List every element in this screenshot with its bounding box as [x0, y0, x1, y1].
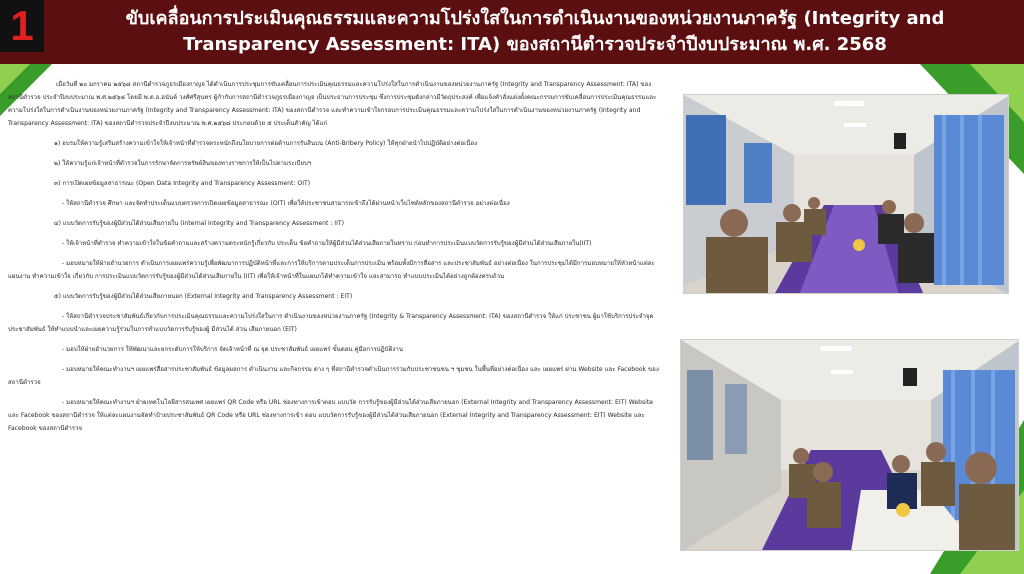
meeting-photo-top	[683, 94, 1009, 294]
list-item-5-sub-4: - มอบหมายให้คณะทำงานฯ ฝ่ายเทคโนโลยีสารสนเทศ เผยแพร่ QR Code หรือ URL ช่องทางการเข้าตอบ แบบวัด การรับรู้ของผู้มีส่วนได้ส่วนเสียภายนอก (External Integrity and Transparency Assessment: EIT) Website และ Facebook ของสถานีตำรวจ ให้แต่ละแผนงานจัดทำป้ายประชาสัมพันธ์ QR Code หรือ URL ช่องทางการเข้า ตอบ แบบวัดการรับรู้ของผู้มีส่วนได้ส่วนเสียภายนอก (External Integrity and Transparency Assessment: EIT) Website และ Facebook ของสถานีตำรวจ	[8, 399, 654, 432]
list-item-3-sub: - ให้สถานีตำรวจ ศึกษา และจัดทำประเด็นแบบตรวจการเปิดเผยข้อมูลสาธารณะ (OIT) เพื่อให้ประชาชนสามารถเข้าถึงได้ผ่านหน้าเว็บไซต์หลักของสถานีตำรวจ อย่างต่อเนื่อง	[62, 200, 510, 207]
list-item-5-sub-3: - มอบหมายให้คณะทำงานฯ เผยแพร่สื่อสารประชาสัมพันธ์ ข้อมูลผลการ ดำเนินงาน และกิจกรรม ต่าง ๆ ที่สถานีตำรวจดำเนินการร่วมกับประชาชนชน ฯ ชุมชน ในพื้นที่อย่างต่อเนื่อง และ เผยแพร่ ผ่าน Website และ Facebook ของสถานีตำรวจ	[8, 366, 659, 386]
page-title	[52, 6, 1018, 58]
list-item-4-sub-1: - ให้เจ้าหน้าที่ตำรวจ ทำความเข้าใจในข้อคำถามและสร้างความตระหนักรู้เกี่ยวกับ ประเด็น ข้อคำถามให้ผู้มีส่วนได้ส่วนเสียภายในทราบ ก่อนทำการประเมินแบบวัดการรับรู้ของผู้มีส่วนได้ส่วนเสียภายใน(IIT)	[62, 240, 592, 247]
page-title-line2: Transparency Assessment: ITA) ของสถานีตำรวจประจำปีงบประมาณ พ.ศ. 2568	[183, 34, 887, 55]
list-item-1: ๑) อบรมให้ความรู้เสริมสร้างความเข้าใจให้เจ้าหน้าที่ตำรวจตระหนักถึงนโยบายการต่อต้านการรับสินบน (Anti-Bribery Policy) ให้ทุกฝ่ายนำไปปฏิบัติอย่างต่อเนื่อง	[54, 140, 478, 147]
list-item-5: ๕) แบบวัดการรับรู้ของผู้มีส่วนได้ส่วนเสียภายนอก (External Integrity and Transparency Assessment : EIT)	[54, 293, 353, 300]
list-item-5-sub-1: - ให้สถานีตำรวจประชาสัมพันธ์เกี่ยวกับการประเมินคุณธรรมและความโปร่งใสในการ ดำเนินงานของหน่วยงานภาครัฐ (Integrity & Transparency Assessment: ITA) ของสถานีตำรวจ ให้แก่ ประชาชน ผู้มาใช้บริการประจำจุดประชาสัมพันธ์ ให้ทำแบบนำและเผยความรู้ร่วมในการทำแบบวัดการรับรู้ของผู้ มีส่วนได้ ส่วน เสียภายนอก (EIT)	[8, 313, 654, 333]
list-item-4: ๔) แบบวัดการรับรู้ของผู้มีส่วนได้ส่วนเสียภายใน (Internal Integrity and Transparency Assessment : IIT)	[54, 220, 345, 227]
header-banner	[0, 0, 1024, 64]
body-text	[8, 78, 664, 442]
meeting-photo-bottom	[680, 339, 1019, 551]
section-number: 1	[10, 2, 34, 49]
list-item-3: ๓) การเปิดเผยข้อมูลสาธารณะ (Open Data Integrity and Transparency Assessment: OIT)	[54, 180, 311, 187]
section-number-box	[0, 0, 44, 52]
page-title-line1: ขับเคลื่อนการประเมินคุณธรรมและความโปร่งใสในการดำเนินงานของหน่วยงานภาครัฐ (Integrity and	[125, 8, 945, 29]
list-item-4-sub-2: - มอบหมายให้ฝ่ายอำนวยการ ดำเนินการเผยแพร่ความรู้เพื่อพัฒนาการปฏิบัติหน้าที่และการให้บริการตามประเด็นการประเมิน พร้อมทั้งมีการสื่อสาร และประชาสัมพันธ์ อย่างต่อเนื่อง ในการประชุมได้มีการมอบหมายให้หัวหน้าแต่ละแผนงาน ทำความเข้าใจ เกี่ยวกับ การประเมินแบบวัดการรับรู้ของผู้มีส่วนได้ส่วนเสียภายใน (IIT) เพื่อให้เจ้าหน้าที่ในแผนกได้ทำความเข้าใจ และสามารถ ทำแบบประเมินได้อย่างถูกต้องครบถ้วน	[8, 260, 655, 280]
intro-paragraph: เมื่อวันที่ ๒๐ มกราคม ๒๕๖๘ สถานีตำรวจภูธรเมืองกาญจ ได้ดำเนินการประชุมการขับเคลื่อนการประเมินคุณธรรมและความโปร่งใสในการดำเนินงานของหน่วยงานภาครัฐ (Integrity and Transparency Assessment: ITA) ของสถานีตำรวจ ประจำปีงบประมาณ พ.ศ.๒๕๖๘ โดยมี พ.ต.อ.อนันต์ วงศ์ศรีสุนทร ผู้กำกับการสถานีตำรวจภูธรเมืองกาญจ เป็นประธานการประชุม ซึ่งการประชุมดังกล่าวมีวัตถุประสงค์ เพื่อแจ้งคำสั่งแต่งตั้งคณะกรรมการขับเคลื่อนการประเมินคุณธรรมและความโปร่งใสในการดำเนินงานของหน่วยงานภาครัฐ (Integrity and Transparency Assessment: ITA) ของสถานีตำรวจ และทำความเข้าใจกรอบการประเมินคุณธรรมและความโปร่งใสในการดำเนินงานของหน่วยงานภาครัฐ (Integrity and Transparency Assessment: ITA) ของสถานีตำรวจประจำปีงบประมาณ พ.ศ.๒๕๖๘ ประกอบด้วย ๕ ประเด็นสำคัญ ได้แก่	[8, 81, 657, 127]
list-item-5-sub-2: - มอบให้ฝ่ายอำนวยการ ให้พัฒนาและยกระดับการให้บริการ จัดเจ้าหน้าที่ ณ จุด ประชาสัมพันธ์ เผยแพร่ ขั้นตอน คู่มือการปฏิบัติงาน	[62, 346, 403, 353]
list-item-2: ๒) ให้ความรู้แก่เจ้าหน้าที่ตำรวจในการรักษาจัดการทรัพย์สินของทางราชการให้เป็นไปตามระเบียบฯ	[54, 160, 312, 167]
